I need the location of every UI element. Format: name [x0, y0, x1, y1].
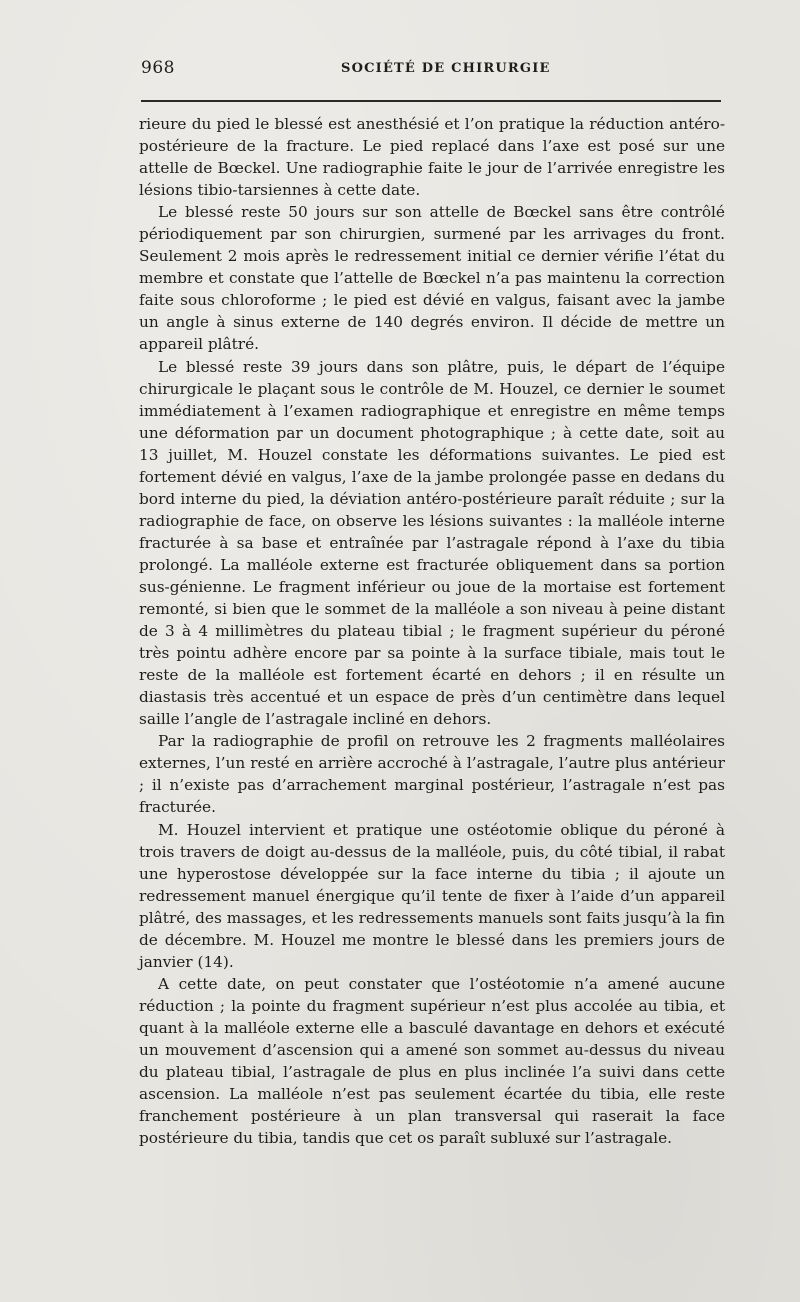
running-title: SOCIÉTÉ DE CHIRURGIE — [341, 61, 551, 76]
paragraph-1: rieure du pied le blessé est anesthésié et l’on pratique la réduction antéro-postérieure de la fracture. Le pied replacé dans l’axe est posé sur une attelle de Bœckel. Une radiographie faite le jour de l’arrivée enregistre les lésions tibio-tarsiennes à cette date. — [139, 115, 725, 200]
paragraph-3: Le blessé reste 39 jours dans son plâtre, puis, le départ de l’équipe chirurgicale le plaçant sous le contrôle de M. Houzel, ce dernier le soumet immédiatement à l’examen radiographique et enregistre en même temps une déformation par un document photographique ; à cette date, soit au 13 juillet, M. Houzel constate les déformations suivantes. Le pied est fortement dévié en valgus, l’axe de la jambe prolongée passe en dedans du bord interne du pied, la déviation antéro-postérieure paraît réduite ; sur la radiographie de face, on observe les lésions suivantes : la malléole interne fracturée à sa base et entraînée par l’astragale répond à l’axe du tibia prolongé. La malléole externe est fracturée obliquement dans sa portion sus-génienne. Le fragment inférieur ou joue de la mortaise est fortement remonté, si bien que le sommet de la malléole a son niveau à peine distant de 3 à 4 millimètres du plateau tibial ; le fragment supérieur du péroné très pointu adhère encore par sa pointe à la surface tibiale, mais tout le reste de la malléole est fortement écarté en dehors ; il en résulte un diastasis très accentué et un espace de près d’un centimètre dans lequel saille l’angle de l’astragale incliné en dehors. — [139, 357, 725, 729]
page-header — [141, 58, 721, 88]
body-text — [139, 113, 725, 1149]
paragraph-5: M. Houzel intervient et pratique une ostéotomie oblique du péroné à trois travers de doigt au-dessus de la malléole, puis, du côté tibial, il rabat une hyperostose développée sur la face interne du tibia ; il ajoute un redressement manuel énergique qu’il tente de fixer à l’aide d’un appareil plâtré, des massages, et les redressements manuels sont faits jusqu’à la fin de décembre. M. Houzel me montre le blessé dans les premiers jours de janvier (14). — [139, 820, 725, 971]
page-number: 968 — [141, 58, 175, 78]
paragraph-4: Par la radiographie de profil on retrouve les 2 fragments malléolaires externes, l’un resté en arrière accroché à l’astragale, l’autre plus antérieur ; il n’existe pas d’arrachement marginal postérieur, l’astragale n’est pas fracturée. — [139, 732, 725, 817]
paragraph-6: A cette date, on peut constater que l’ostéotomie n’a amené aucune réduction ; la pointe du fragment supérieur n’est plus accolée au tibia, et quant à la malléole externe elle a basculé davantage en dehors et exécuté un mouvement d’ascension qui a amené son sommet au-dessus du niveau du plateau tibial, l’astragale de plus en plus inclinée l’a suivi dans cette ascension. La malléole n’est pas seulement écartée du tibia, elle reste franchement postérieure à un plan transversal qui raserait la face postérieure du tibia, tandis que cet os paraît subluxé sur l’astragale. — [139, 974, 725, 1148]
paragraph-2: Le blessé reste 50 jours sur son attelle de Bœckel sans être contrôlé périodiquement par son chirurgien, surmené par les arrivages du front. Seulement 2 mois après le redressement initial ce dernier vérifie l’état du membre et constate que l’attelle de Bœckel n’a pas maintenu la correction faite sous chloroforme ; le pied est dévié en valgus, faisant avec la jambe un angle à sinus externe de 140 degrés environ. Il décide de mettre un appareil plâtré. — [139, 203, 725, 354]
header-rule — [141, 100, 721, 102]
